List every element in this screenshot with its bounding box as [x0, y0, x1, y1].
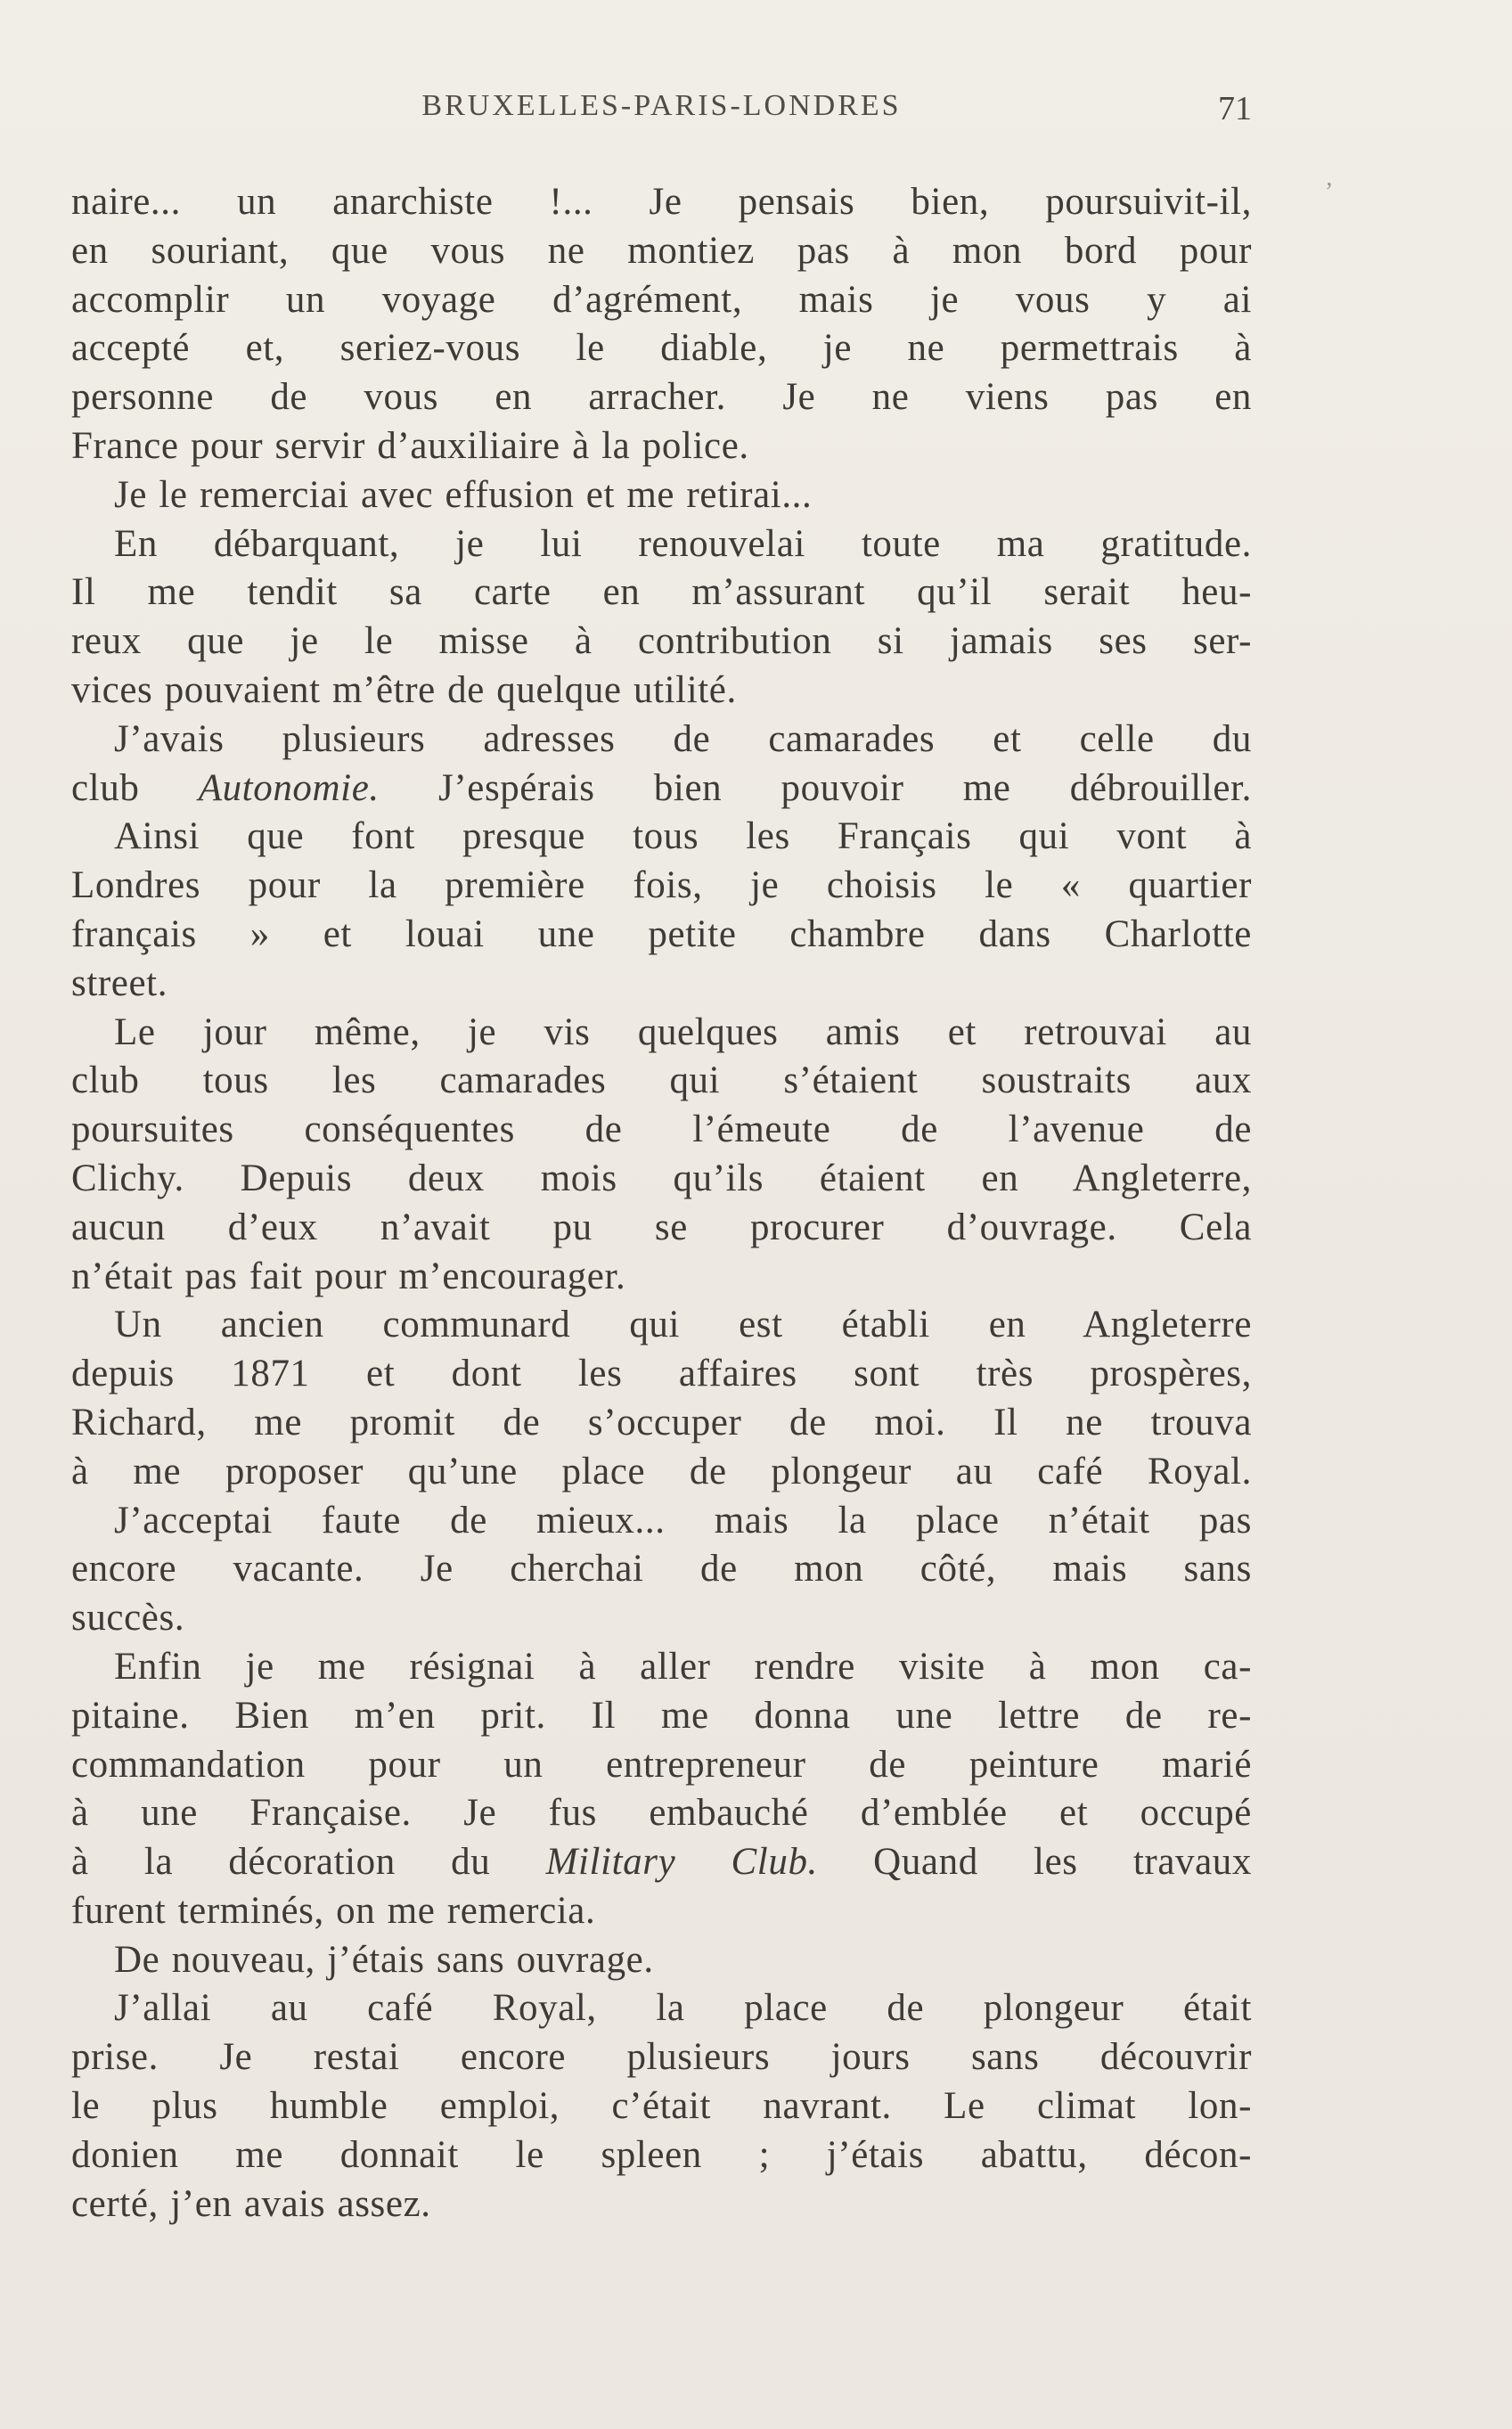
text-segment: reux que je le misse à contribution si jamais ses ser- — [71, 620, 1252, 663]
text-line — [71, 1497, 1252, 1546]
text-segment: accepté et, seriez-vous le diable, je ne permettrais à — [71, 327, 1252, 370]
text-line — [71, 1106, 1252, 1155]
text-segment: pitaine. Bien m’en prit. Il me donna une lettre de re- — [71, 1694, 1252, 1737]
text-line — [71, 765, 1252, 814]
text-segment: n’était pas fait pour m’encourager. — [71, 1255, 626, 1297]
text-segment: en souriant, que vous ne montiez pas à mon bord pour — [71, 229, 1252, 272]
text-segment: à la décoration du — [71, 1841, 546, 1884]
text-segment: Il me tendit sa carte en m’assurant qu’il serait heu- — [71, 571, 1252, 614]
text-line — [71, 1887, 1252, 1936]
text-line — [71, 1741, 1252, 1790]
running-title: BRUXELLES-PARIS-LONDRES — [421, 89, 902, 122]
text-segment: J’allai au café Royal, la place de plongeur était — [114, 1987, 1252, 2030]
text-segment: depuis 1871 et dont les affaires sont très prospères, — [71, 1353, 1252, 1395]
text-segment: à une Française. Je fus embauché d’emblée et occupé — [71, 1792, 1252, 1835]
text-segment: le plus humble emploi, c’était navrant. Le climat lon- — [71, 2085, 1252, 2128]
text-line — [71, 1692, 1252, 1741]
text-line — [71, 1057, 1252, 1106]
text-line — [71, 2131, 1252, 2180]
italic-text-segment: Military Club. — [545, 1841, 818, 1884]
text-line — [71, 1009, 1252, 1058]
text-segment: De nouveau, j’étais sans ouvrage. — [114, 1938, 654, 1981]
text-segment: Clichy. Depuis deux mois qu’ils étaient en Angleterre, — [71, 1157, 1252, 1199]
text-line — [71, 1594, 1252, 1643]
italic-text-segment: Autonomie. — [198, 766, 380, 809]
text-line — [71, 1936, 1252, 1985]
text-segment: à me proposer qu’une place de plongeur au café Royal. — [71, 1450, 1252, 1493]
text-line — [71, 617, 1252, 667]
text-line — [71, 276, 1252, 325]
text-segment: street. — [71, 961, 168, 1004]
text-segment: France pour servir d’auxiliaire à la police. — [71, 424, 749, 467]
text-line — [71, 813, 1252, 862]
text-line — [71, 911, 1252, 960]
text-line — [71, 1155, 1252, 1204]
text-segment: Je le remerciai avec effusion et me retirai... — [114, 473, 813, 516]
text-segment: Enfin je me résignai à aller rendre visite à mon ca- — [114, 1645, 1252, 1688]
text-line — [71, 2180, 1252, 2229]
text-line — [71, 667, 1252, 716]
text-segment: En débarquant, je lui renouvelai toute ma gratitude. — [114, 522, 1252, 565]
text-segment: accomplir un voyage d’agrément, mais je vous y ai — [71, 278, 1252, 321]
text-line — [71, 422, 1252, 471]
text-line — [71, 1643, 1252, 1692]
text-line — [71, 2082, 1252, 2131]
text-line — [71, 1253, 1252, 1302]
text-line — [71, 1838, 1252, 1887]
text-segment: aucun d’eux n’avait pu se procurer d’ouvrage. Cela — [71, 1206, 1252, 1248]
text-segment: commandation pour un entrepreneur de peinture marié — [71, 1743, 1252, 1786]
text-segment: prise. Je restai encore plusieurs jours sans découvrir — [71, 2036, 1252, 2079]
text-line — [71, 227, 1252, 276]
text-line — [71, 862, 1252, 911]
text-segment: Richard, me promit de s’occuper de moi. Il ne trouva — [71, 1401, 1252, 1443]
text-segment: vices pouvaient m’être de quelque utilité. — [71, 668, 737, 711]
text-segment: naire... un anarchiste !... Je pensais bien, poursuivit-il, — [71, 181, 1252, 223]
text-segment: club — [71, 766, 199, 809]
text-line — [71, 471, 1252, 520]
text-segment: succès. — [71, 1597, 185, 1640]
text-segment: français » et louai une petite chambre dans Charlotte — [71, 912, 1252, 955]
text-segment: club tous les camarades qui s’étaient soustraits aux — [71, 1059, 1252, 1102]
text-segment: Un ancien communard qui est établi en Angleterre — [114, 1304, 1252, 1346]
text-line — [71, 1789, 1252, 1838]
text-segment: poursuites conséquentes de l’émeute de l’avenue de — [71, 1108, 1252, 1151]
text-segment: donien me donnait le spleen ; j’étais abattu, décon- — [71, 2133, 1252, 2176]
text-segment: Londres pour la première fois, je choisis le « quartier — [71, 864, 1252, 907]
text-segment: J’acceptai faute de mieux... mais la place n’était pas — [114, 1499, 1252, 1542]
text-segment: personne de vous en arracher. Je ne viens pas en — [71, 376, 1252, 419]
body-text — [71, 178, 1252, 2229]
page-header — [71, 89, 1252, 134]
text-line — [71, 373, 1252, 422]
text-segment: J’espérais bien pouvoir me débrouiller. — [379, 766, 1252, 809]
text-segment: Le jour même, je vis quelques amis et retrouvai au — [114, 1010, 1252, 1053]
text-line — [71, 324, 1252, 373]
text-line — [71, 178, 1252, 227]
text-line — [71, 716, 1252, 765]
text-line — [71, 1545, 1252, 1594]
text-segment: Ainsi que font presque tous les Français qui vont à — [114, 815, 1252, 858]
text-line — [71, 1984, 1252, 2033]
text-line — [71, 960, 1252, 1009]
text-segment: encore vacante. Je cherchai de mon côté, mais sans — [71, 1548, 1252, 1591]
text-line — [71, 2033, 1252, 2082]
text-segment: J’avais plusieurs adresses de camarades et celle du — [114, 717, 1252, 760]
text-line — [71, 1448, 1252, 1497]
text-segment: Quand les travaux — [817, 1841, 1252, 1884]
text-line — [71, 520, 1252, 569]
text-segment: furent terminés, on me remercia. — [71, 1889, 596, 1932]
text-segment: certé, j’en avais assez. — [71, 2182, 431, 2225]
text-line — [71, 1204, 1252, 1253]
margin-mark: ʼ — [1325, 178, 1334, 206]
text-line — [71, 1301, 1252, 1350]
text-line — [71, 568, 1252, 617]
text-line — [71, 1399, 1252, 1448]
page-number: 71 — [1218, 90, 1252, 127]
text-line — [71, 1350, 1252, 1399]
